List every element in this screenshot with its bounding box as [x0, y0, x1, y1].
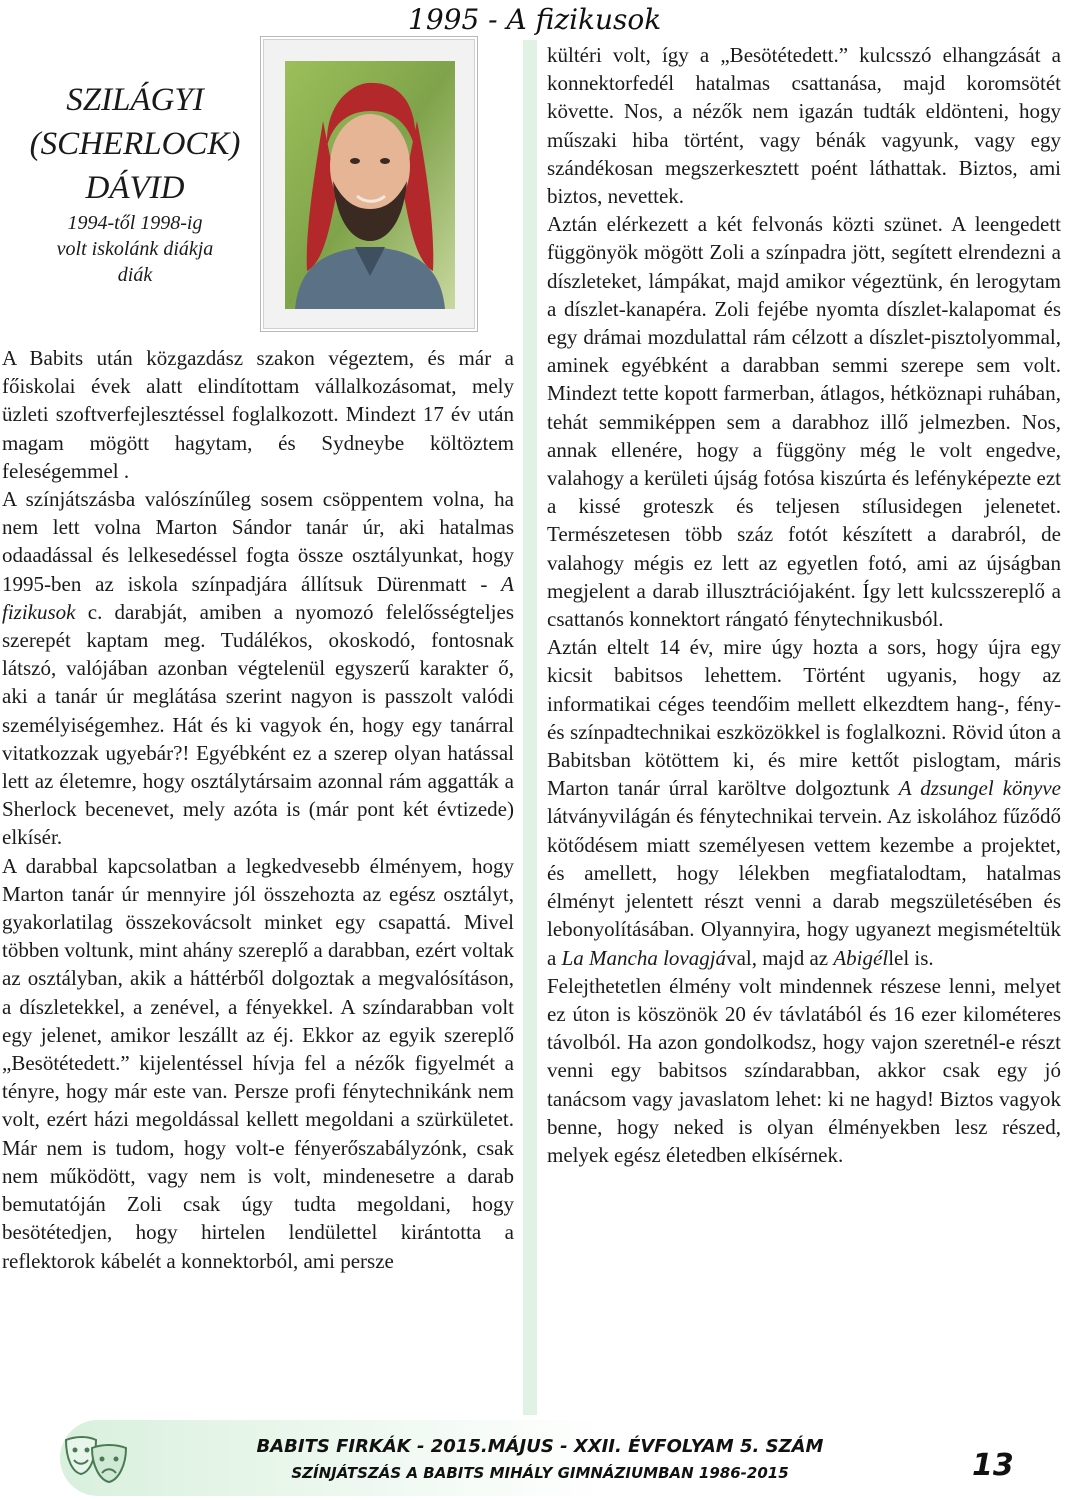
left-column	[2, 344, 514, 1275]
right-paragraph-3-text: Aztán eltelt 14 év, mire úgy hozta a sors, hogy újra egy kicsit babitsos lehettem. Történt ugyanis, hogy az informatikai céges teendőim mellett elkezdtem hang-, fény- és színpadtechnikai eszközökkel is foglalkozni. Rövid úton a Babitsban kötöttem ki, és mire kettőt pislogtam, máris Marton tanár úrral karöltve dolgoztunk	[547, 635, 1061, 801]
right-column	[547, 41, 1061, 1169]
footer-band	[60, 1420, 1050, 1496]
profile-name-line2: (SCHERLOCK)	[29, 126, 241, 162]
play-title: La Mancha lovagjá	[561, 945, 727, 970]
right-paragraph-3-text-end: lel is.	[888, 945, 934, 970]
section-title: 1995 - A fizikusok	[408, 3, 662, 36]
right-paragraph-2: Aztán elérkezett a két felvonás közti szünet. A leengedett függönyök mögött Zoli a színpadra jött, segített elrendezni a díszleteket, lámpákat, majd amikor végeztünk, én lerogytam a díszlet-kanapéra. Zoli fejébe nyomta díszlet-kalapomat és egy drámai mozdulattal rám célzott a díszlet-pisztolyommal, aminek egyébként a darabban semmi szerepe sem volt. Mindezt tette kopott farmerban, átlagos, hétköznapi ruhában, tehát semmiképpen sem a darabhoz illő jelmezben. Nos, annak ellenére, hogy a függöny még le volt engedve, valahogy a kerületi újság fotósa kiszúrta és lefényképezte ezt a kissé groteszk és teljesen stílusidegen jelenetet. Természetesen több száz fotót készített a darabról, de valahogy mégis ez lett az egyetlen fotó, ami az újságban megjelent a darab illusztrációjaként. Így lett kulcsszereplő a csattanós konnektort rángató fénytechnikusból.	[547, 212, 1061, 632]
profile-name-line1: SZILÁGYI	[66, 82, 204, 118]
column-divider	[523, 40, 537, 1415]
right-paragraph-3-text-mid: látványvilágán és fénytechnikai tervein. Az iskolához fűződő kötődésem miatt személyesen vettem kezembe a projektet, és amellett, hogy lélekben megfiatalodtam, hatalmas élményt jelentett részt venni a darab megszületésében és lebonyolításában. Olyannyira, hogy ugyanezt megismételtük a	[547, 804, 1061, 970]
theater-masks-icon	[62, 1432, 130, 1488]
footer-subtitle: SZÍNJÁTSZÁS A BABITS MIHÁLY GIMNÁZIUMBAN 1986-2015	[291, 1464, 789, 1482]
profile-name-line3: DÁVID	[85, 170, 185, 206]
footer-publication: BABITS FIRKÁK - 2015.MÁJUS - XXII. ÉVFOLYAM 5. SZÁM	[256, 1436, 824, 1457]
play-title: A dzsungel könyve	[898, 776, 1061, 801]
left-paragraph-1: A Babits után közgazdász szakon végeztem, és már a főiskolai évek alatt elindítottam vállalkozásomat, mely üzleti szoftverfejlesztéssel foglalkozott. Mindezt 17 év után magam mögött hagytam, és Sydneybe költöztem feleségemmel .	[2, 346, 514, 483]
page-number: 13	[972, 1448, 1014, 1483]
left-paragraph-2-text-end: c. darabját, amiben a nyomozó felelősségteljes szerepét kaptam meg. Tudálékos, okoskodó, fontosnak látszó, valójában azonban végtelenül egyszerű karakter ő, aki a tanár úr meglátása szerint nagyon is passzolt valódi személyiségemhez. Hát és ki vagyok én, hogy egy tanárral vitatkozzak ugyebár?! Egyébként ez a szerep olyan hatással lett az életemre, hogy osztálytársaim azonnal rám aggatták a Sherlock becenevet, mely azóta is (már pont két évtizede) elkísér.	[2, 599, 514, 850]
left-paragraph-2	[2, 485, 514, 852]
profile-heading	[15, 78, 255, 288]
right-paragraph-4: Felejthetetlen élmény volt mindennek részese lenni, melyet ez úton is köszönök 20 év távlatából és 16 ezer kilométeres távolból. Ha azon gondolkodsz, hogy vajon szeretnél-e részt venni egy babitsos színdarabban, akkor csak egy jó tanácsom vagy javaslatom lehet: ki ne hagyd! Biztos vagyok benne, hogy neked is olyan élményekben lesz részed, melyek egész életedben elkísérnek.	[547, 973, 1061, 1167]
left-paragraph-2-text: A színjátszásba valószínűleg sosem csöppentem volna, ha nem lett volna Marton Sándor tanár úr, aki hatalmas odaadással és lelkesedéssel fogta össze osztályunkat, hogy 1995-ben az iskola színpadjára állítsuk Dürenmatt -	[2, 487, 514, 596]
portrait-photo-icon	[285, 61, 455, 309]
right-paragraph-1: kültéri volt, így a „Besötétedett.” kulcsszó elhangzását a konnektorfedél hatalmas csattanása, majd koromsötét követte. Nos, a nézők nem igazán tudták eldönteni, hogy műszaki hiba történt, vagy bénák vagyunk, vagy egy szándékosan megszerkesztett poént láthattak. Biztos, ami biztos, nevettek.	[547, 43, 1061, 209]
profile-subtitle-line2: diák	[117, 264, 153, 286]
right-paragraph-3-text-mid2: val, majd az	[726, 945, 834, 970]
play-title: Abigél	[833, 945, 889, 970]
play-title: A fizikusok	[2, 571, 514, 624]
profile-subtitle-line1: volt iskolánk diákja	[56, 238, 214, 260]
portrait-photo	[260, 36, 478, 332]
left-paragraph-3: A darabbal kapcsolatban a legkedvesebb élményem, hogy Marton tanár úr mennyire jól összehozta az egész osztályt, gyakorlatilag összekovácsolt minket egy csapattá. Mivel többen voltunk, mint ahány szereplő a darabban, ezért voltak az osztályban, akik a háttérből dolgoztak a megvalósításon, a díszletekkel, a zenével, a fényekkel. A színdarabban volt egy jelenet, amikor leszállt az éj. Ekkor az egyik szereplő „Besötétedett.” kijelentéssel hívja fel a nézők figyelmét a tényre, hogy már este van. Persze profi fénytechnikánk nem volt, ezért házi megoldással kellett megoldani a szürkületet. Már nem is tudom, hogy volt-e fényerőszabályzónk, csak nem működött, vagy nem is volt, mindenesetre a darab bemutatóján Zoli csak úgy tudta megoldani, hogy besötétedjen, hogy hirtelen lendülettel kirántotta a reflektorok kábelét a konnektorból, ami persze	[2, 853, 514, 1273]
right-paragraph-3	[547, 633, 1061, 971]
profile-years: 1994-től 1998-ig	[67, 212, 203, 234]
